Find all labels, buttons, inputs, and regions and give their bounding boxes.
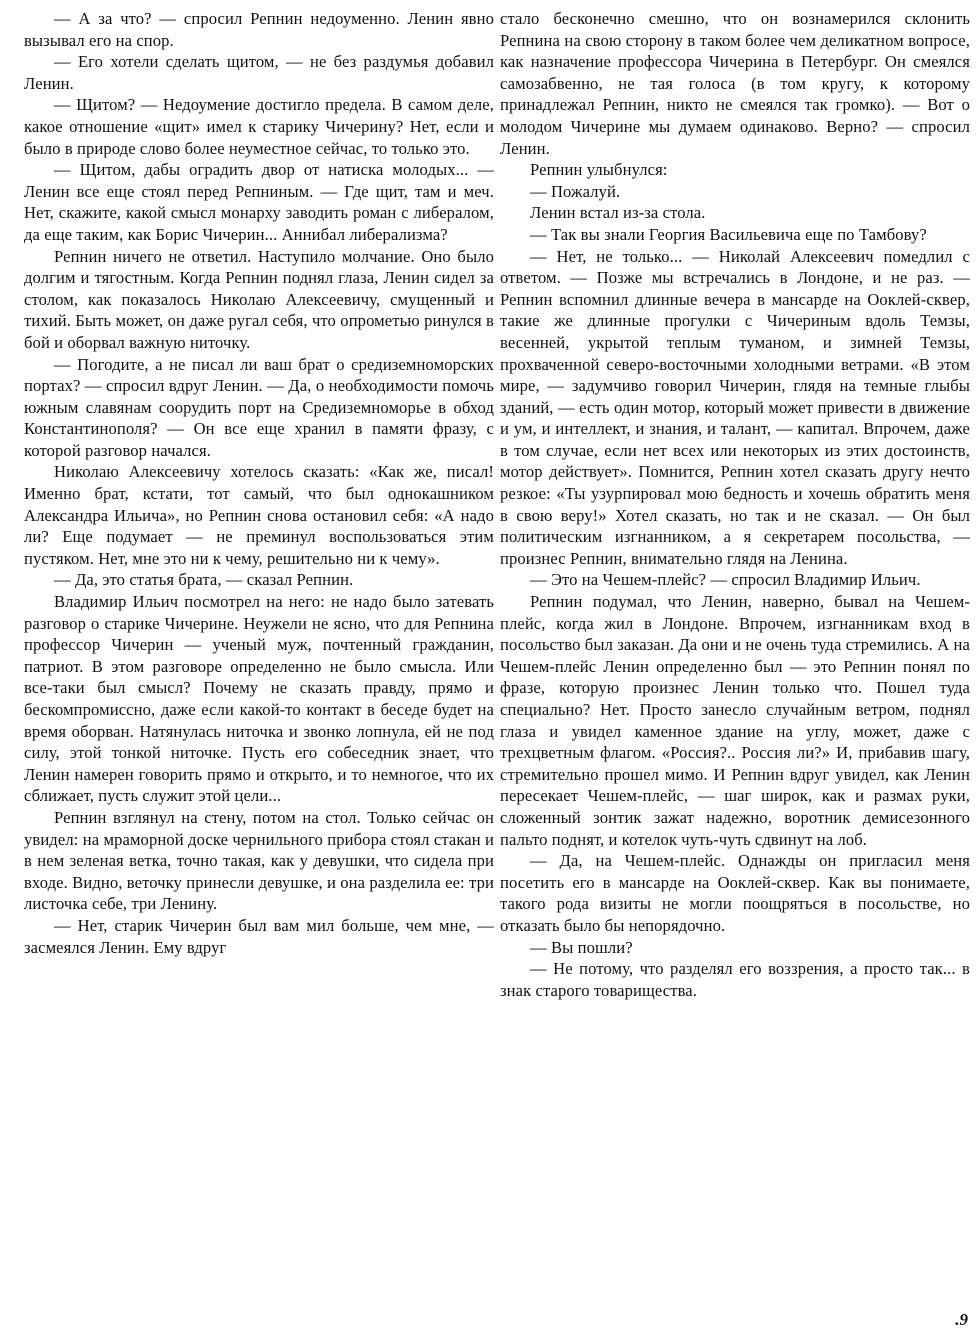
paragraph: — Нет, не только... — Николай Алексеевич помедлил с ответом. — Позже мы встречались в Лондоне, и не раз. — Репнин вспомнил длинные вечера в мансарде на Ооклей-сквер, такие же длинные прогулки с Чичериным вдоль Темзы, весенней, укрытой теплым туманом, и зимней Темзы, прохваченной северо-восточными холодными ветрами. «В этом мире, — задумчиво говорил Чичерин, глядя на темные глыбы зданий, — есть один мотор, который может привести в движение и ум, и интеллект, и знания, и талант, — капитал. Впрочем, даже в том случае, если нет всех или некоторых из этих достоинств, мотор действует». Помнится, Репнин хотел сказать другу нечто резкое: «Ты узурпировал мою бедность и хочешь обратить меня в свою веру!» Хотел сказать, но так и не сказал. — Он был политическим изгнанником, а я секретарем посольства, — произнес Репнин, внимательно глядя на Ленина. bbox=[500, 246, 970, 568]
paragraph: Ленин встал из-за стола. bbox=[530, 203, 706, 223]
left-column bbox=[24, 8, 494, 958]
paragraph: — Нет, старик Чичерин был вам мил больше, чем мне, — засмеялся Ленин. Ему вдруг bbox=[24, 915, 494, 957]
paragraph: — А за что? — спросил Репнин недоуменно. Ленин явно вызывал его на спор. bbox=[24, 9, 494, 50]
paragraph: — Да, на Чешем-плейс. Однажды он пригласил меня посетить его в мансарде на Ооклей-сквер. Как вы понимаете, такого рода визиты не могли поощряться в посольстве, но отказать было бы непорядочно. bbox=[500, 851, 970, 935]
paragraph: — Щитом, дабы оградить двор от натиска молодых... — Ленин все еще стоял перед Репниным. — Где щит, там и меч. Нет, скажите, какой смысл монарху заводить роман с либералом, да еще таким, как Борис Чичерин... Аннибал либерализма? bbox=[24, 160, 494, 244]
paragraph: — Его хотели сделать щитом, — не без раздумья добавил Ленин. bbox=[24, 52, 494, 93]
paragraph: Репнин ничего не ответил. Наступило молчание. Оно было долгим и тягостным. Когда Репнин поднял глаза, Ленин сидел за столом, как показалось Николаю Алексеевичу, смущенный и тихий. Быть может, он даже ругал себя, что опрометью ринулся в бой и оборвал важную ниточку. bbox=[24, 246, 494, 352]
paragraph-continued: стало бесконечно смешно, что он вознамерился склонить Репнина на свою сторону в таком более чем деликатном вопросе, как назначение профессора Чичерина в Петербург. Он смеялся самозабвенно, не тая голоса (в том кругу, к которому принадлежал Репнин, никто не смеялся так громко). — Вот о молодом Чичерине мы думаем одинаково. Верно? — спросил Ленин. bbox=[500, 9, 970, 158]
paragraph: Владимир Ильич посмотрел на него: не надо было затевать разговор о старике Чичерине. Неужели не ясно, что для Репнина профессор Чичерин — ученый муж, почтенный гражданин, патриот. В этом разговоре определенно не было смысла. Или все-таки был смысл? Почему не сказать правду, прямо и бескомпромиссно, даже если какой-то контакт в беседе будет на время оборван. Натянулась ниточка и звонко лопнула, ей не под силу, этой тонкой ниточке. Пусть его собеседник знает, что Ленин намерен говорить прямо и открыто, и то немногое, что их сближает, пусть служит этой цели... bbox=[24, 592, 494, 806]
paragraph: Репнин подумал, что Ленин, наверно, бывал на Чешем-плейс, когда жил в Лондоне. Впрочем, изгнанникам вход в посольство был заказан. Да они и не очень туда стремились. А на Чешем-плейс Ленин определенно был — это Репнин понял по фразе, которую произнес Ленин только что. Пошел туда специально? Нет. Просто занесло случайным ветром, поднял глаза и увидел каменное здание на углу, может, даже с трехцветным флагом. «Россия?.. Россия ли?» И, прибавив шагу, стремительно прошел мимо. И Репнин вдруг увидел, как Ленин пересекает Чешем-плейс, — шаг широк, как и размах руки, сложенный зонтик зажат надежно, воротник демисезонного пальто поднят, и котелок чуть-чуть сдвинут на лоб. bbox=[500, 592, 970, 849]
paragraph: Репнин улыбнулся: bbox=[530, 160, 668, 180]
paragraph: — Да, это статья брата, — сказал Репнин. bbox=[54, 570, 354, 590]
page-number: .9 bbox=[955, 1310, 968, 1329]
paragraph: — Погодите, а не писал ли ваш брат о средиземноморских портах? — спросил вдруг Ленин. — Да, о необходимости помочь южным славянам соорудить порт на Средиземноморье в обход Константинополя? — Он все еще хранил в памяти фразу, с которой разговор начался. bbox=[24, 354, 494, 460]
paragraph: Николаю Алексеевичу хотелось сказать: «Как же, писал! Именно брат, кстати, тот самый, что был однокашником Александра Ильича», но Репнин снова остановил себя: «А надо ли? Еще подумает — не преминул воспользоваться этим пустяком. Нет, мне это ни к чему, решительно ни к чему». bbox=[24, 462, 494, 568]
paragraph: Репнин взглянул на стену, потом на стол. Только сейчас он увидел: на мраморной доске чернильного прибора стоял стакан и в нем зеленая ветка, точно такая, как у девушки, что сидела при входе. Видно, веточку принесли девушке, и она разделила ее: три листочка себе, три Ленину. bbox=[24, 807, 494, 914]
paragraph: — Это на Чешем-плейс? — спросил Владимир Ильич. bbox=[530, 570, 921, 590]
paragraph: — Щитом? — Недоумение достигло предела. В самом деле, какое отношение «щит» имел к старику Чичерину? Нет, если и было в природе слово более неуместное сейчас, то только это. bbox=[24, 95, 494, 158]
paragraph: — Так вы знали Георгия Васильевича еще по Тамбову? bbox=[530, 224, 927, 244]
paragraph: — Не потому, что разделял его воззрения, а просто так... в знак старого товарищества. bbox=[500, 959, 970, 1000]
right-column bbox=[500, 8, 970, 1001]
paragraph: — Пожалуй. bbox=[530, 181, 621, 201]
paragraph: — Вы пошли? bbox=[530, 937, 633, 957]
